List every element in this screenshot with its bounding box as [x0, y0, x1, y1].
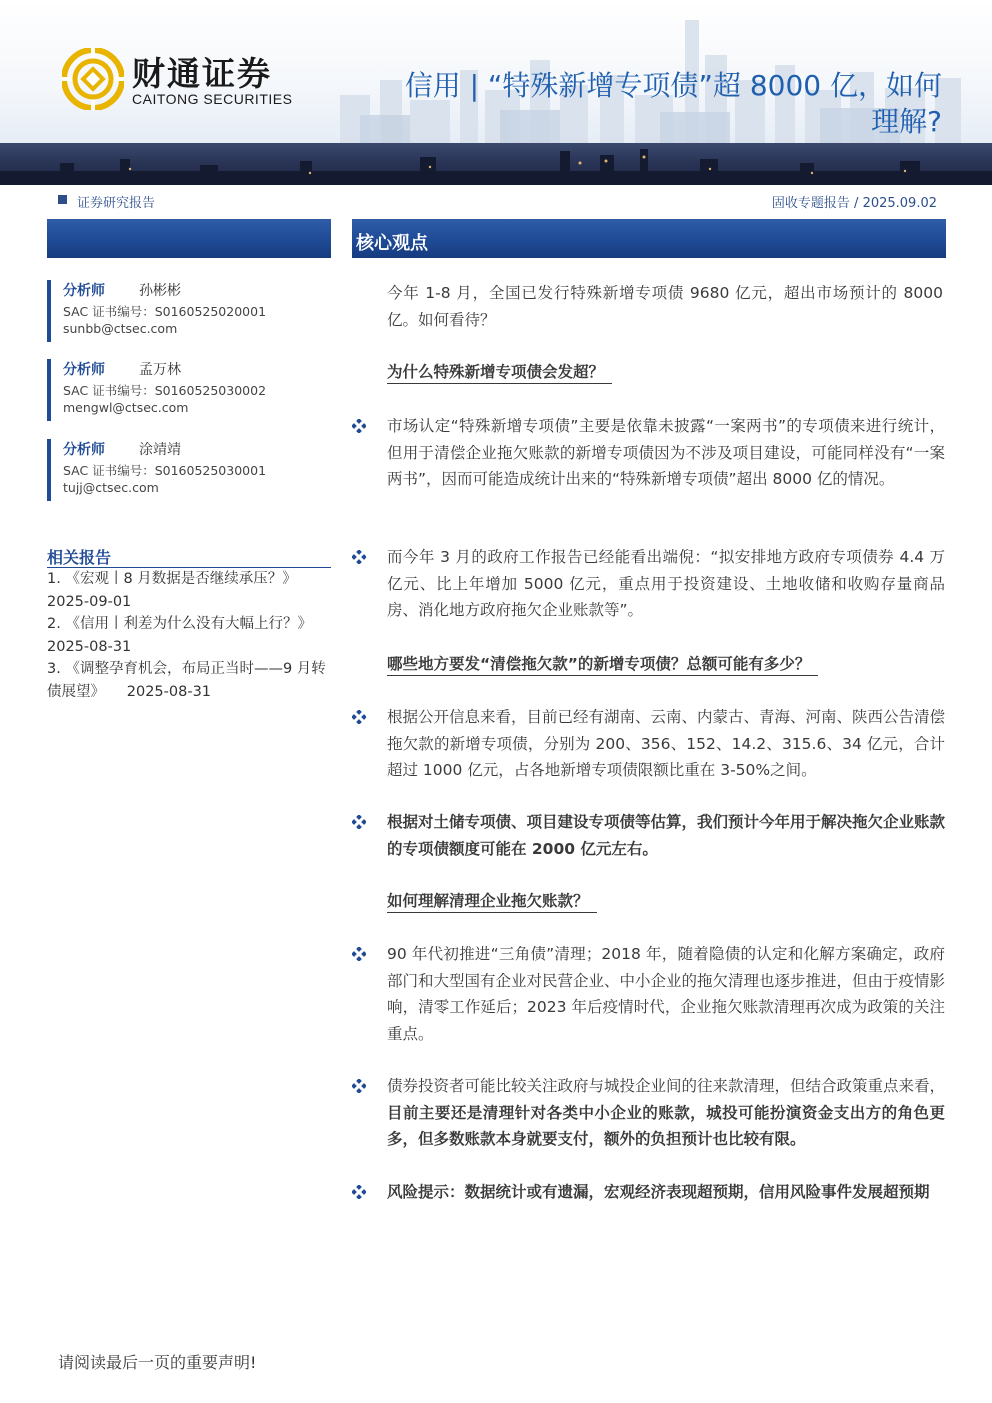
diamond-bullet-icon	[352, 947, 366, 961]
analyst-sac-number: SAC 证书编号：S0160525030001	[63, 463, 267, 478]
intro-paragraph: 今年 1-8 月，全国已发行特殊新增专项债 9680 亿元，超出市场预计的 8000 亿。如何看待？	[387, 284, 943, 329]
bullet-text-normal-part: 债券投资者可能比较关注政府与城投企业间的往来款清理，但结合政策重点来看，	[387, 1077, 946, 1095]
report-type-label: 证券研究报告	[77, 196, 156, 211]
related-report-item[interactable]: 1. 《宏观丨8 月数据是否继续承压？》	[47, 571, 297, 587]
analyst-role: 分析师	[63, 442, 105, 458]
bullet-text-mixed	[387, 1073, 945, 1153]
logo-english-name: CAITONG SECURITIES	[132, 91, 293, 107]
subheading-which-regions: 哪些地方要发“清偿拖欠款”的新增专项债？总额可能有多少？	[387, 652, 818, 676]
analyst-card	[47, 280, 331, 342]
related-report-item-cont[interactable]: 债展望》 2025-08-31	[47, 683, 212, 700]
report-meta-bar	[0, 190, 992, 212]
title-line-1: 信用 | “特殊新增专项债”超 8000 亿，如何	[404, 69, 942, 102]
diamond-bullet-icon	[352, 550, 366, 564]
analyst-card	[47, 359, 331, 421]
bullet-text-bold-part: 目前主要还是清理针对各类中小企业的账款，城投可能扮演资金支出方的角色更多，但多数账款本身就要支付，额外的负担预计也比较有限。	[387, 1103, 945, 1148]
section-title: 核心观点	[356, 233, 428, 254]
analyst-sac-number: SAC 证书编号：S0160525020001	[63, 304, 267, 319]
sidebar-header-bar	[47, 219, 331, 258]
analyst-email[interactable]: sunbb@ctsec.com	[63, 321, 178, 336]
analyst-name: 涂靖靖	[139, 442, 181, 458]
analyst-email[interactable]: tujj@ctsec.com	[63, 480, 159, 495]
bullet-square-icon	[58, 195, 67, 204]
diamond-bullet-icon	[352, 419, 366, 433]
page-title	[322, 68, 942, 140]
analyst-email[interactable]: mengwl@ctsec.com	[63, 400, 189, 415]
analyst-role: 分析师	[63, 362, 105, 378]
report-category-date: 固收专题报告 / 2025.09.02	[771, 196, 937, 211]
bullet-text: 根据公开信息来看，目前已经有湖南、云南、内蒙古、青海、河南、陕西公告清偿拖欠款的新增专项债，分别为 200、356、152、14.2、315.6、34 亿元，合计超过 1000 亿元，占各地新增专项债限额比重在 3-50%之间。	[387, 708, 946, 779]
logo-chinese-name: 财通证券	[132, 54, 272, 93]
related-reports-title: 相关报告	[47, 548, 112, 567]
bullet-text: 而今年 3 月的政府工作报告已经能看出端倪：“拟安排地方政府专项债券 4.4 万亿元、比上年增加 5000 亿元，重点用于投资建设、土地收储和收购存量商品房、消化地方政府拖欠企业账款等”。	[387, 548, 945, 619]
related-report-item[interactable]: 2. 《信用丨利差为什么没有大幅上行？》	[47, 616, 312, 632]
analyst-sac-number: SAC 证书编号：S0160525030002	[63, 383, 267, 398]
analyst-name: 孟万林	[139, 362, 181, 378]
bullet-text: 市场认定“特殊新增专项债”主要是依靠未披露“一案两书”的专项债来进行统计，但用于清偿企业拖欠账款的新增专项债因为不涉及项目建设，可能同样没有“一案两书”，因而可能造成统计出来的“特殊新增专项债”超出 8000 亿的情况。	[387, 417, 945, 488]
diamond-bullet-icon	[352, 1185, 366, 1199]
related-report-item[interactable]: 3. 《调整孕育机会，布局正当时——9 月转	[47, 661, 326, 677]
risk-warning-text: 风险提示：数据统计或有遗漏，宏观经济表现超预期，信用风险事件发展超预期	[387, 1183, 930, 1201]
diamond-bullet-icon	[352, 710, 366, 724]
section-header-bar	[352, 219, 946, 258]
diamond-bullet-icon	[352, 815, 366, 829]
analyst-card	[47, 439, 331, 501]
bullet-text: 90 年代初推进“三角债”清理；2018 年，随着隐债的认定和化解方案确定，政府部门和大型国有企业对民营企业、中小企业的拖欠清理也逐步推进，但由于疫情影响，清零工作延后；2023 年后疫情时代，企业拖欠账款清理再次成为政策的关注重点。	[387, 945, 946, 1043]
bullet-text-bold: 根据对土储专项债、项目建设专项债等估算，我们预计今年用于解决拖欠企业账款的专项债额度可能在 2000 亿元左右。	[387, 813, 946, 858]
header-city-photo-band	[0, 143, 992, 185]
diamond-bullet-icon	[352, 1079, 366, 1093]
subheading-why-overissued: 为什么特殊新增专项债会发超？	[387, 360, 612, 384]
title-line-2: 理解?	[871, 105, 942, 138]
related-report-date: 2025-09-01	[47, 593, 132, 610]
analyst-name: 孙彬彬	[139, 283, 181, 299]
analyst-role: 分析师	[63, 283, 105, 299]
related-reports-list	[47, 568, 337, 703]
disclaimer-footer: 请阅读最后一页的重要声明!	[58, 1353, 257, 1372]
caitong-logo-icon	[62, 48, 124, 110]
subheading-how-to-understand: 如何理解清理企业拖欠账款？	[387, 889, 597, 913]
company-logo	[62, 46, 302, 110]
report-header	[0, 0, 992, 185]
related-report-date: 2025-08-31	[47, 638, 132, 655]
